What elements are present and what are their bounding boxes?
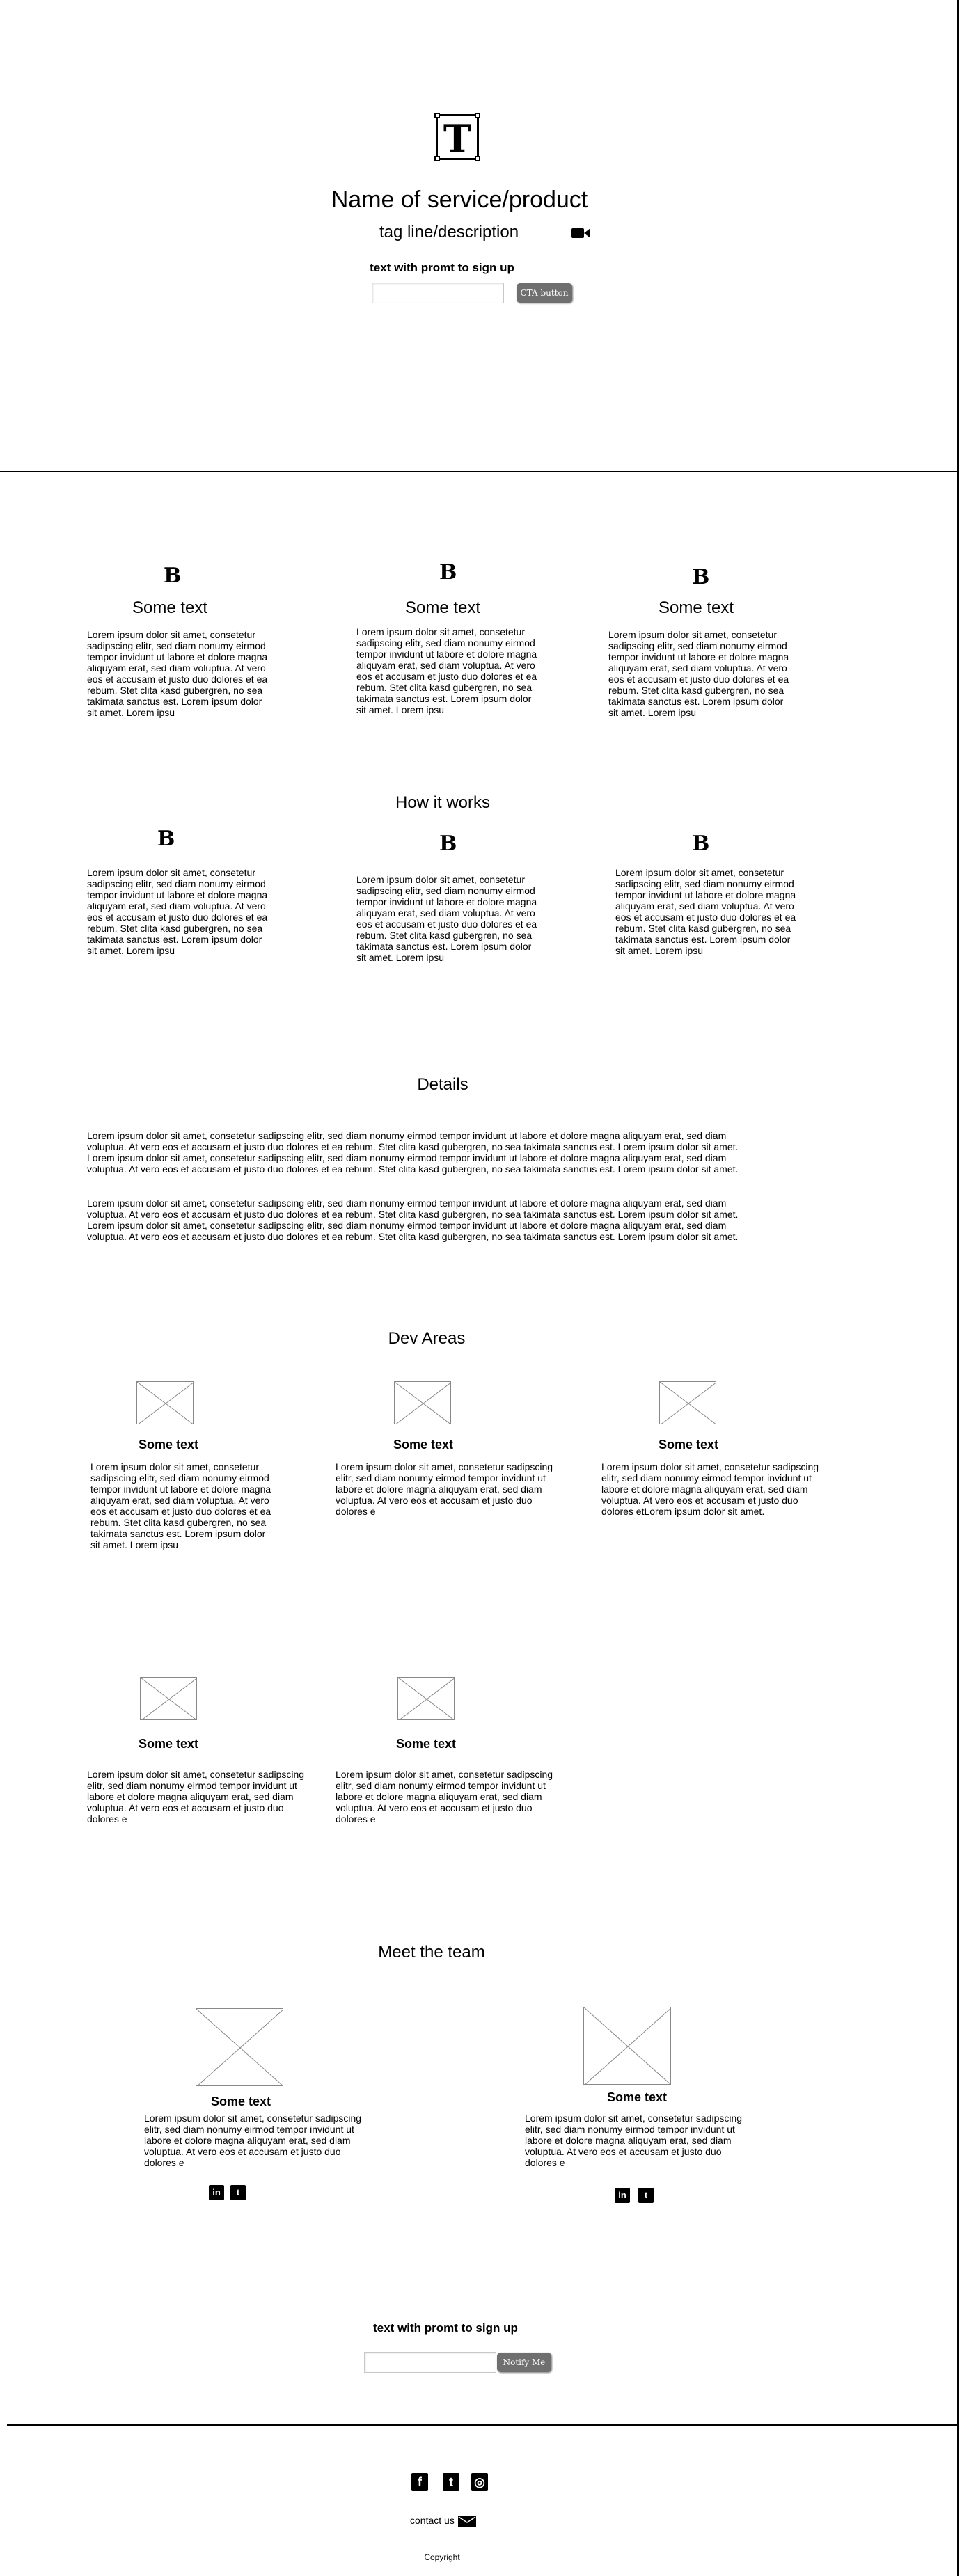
feature-body: Lorem ipsum dolor sit amet, consetetur sadipscing elitr, sed diam nonumy eirmod tempor invidunt ut labore et dolore magna aliquyam erat, sed diam voluptua. At vero eos et accusam et justo duo dolores et ea rebum. Stet clita kasd gubergren, no sea takimata sanctus est. Lorem ipsum dolor sit amet. Lorem ipsu <box>87 629 268 718</box>
contact-us-link[interactable]: contact us <box>410 2515 455 2526</box>
avatar <box>196 2008 283 2086</box>
dev-area-heading: Some text <box>393 1438 454 1452</box>
avatar <box>583 2007 671 2085</box>
linkedin-icon[interactable]: in <box>209 2185 224 2200</box>
logo-letter: T <box>443 116 472 161</box>
dev-area-body: Lorem ipsum dolor sit amet, consetetur sadipscing elitr, sed diam nonumy eirmod tempor invidunt ut labore et dolore magna aliquyam erat, sed diam voluptua. At vero eos et accusam et justo duo dolores et ea rebum. Stet clita kasd gubergren, no sea takimata sanctus est. Lorem ipsum dolor sit amet. Lorem ipsu <box>90 1461 271 1550</box>
step-body: Lorem ipsum dolor sit amet, consetetur sadipscing elitr, sed diam nonumy eirmod tempor invidunt ut labore et dolore magna aliquyam erat, sed diam voluptua. At vero eos et accusam et justo duo dolores et ea rebum. Stet clita kasd gubergren, no sea takimata sanctus est. Lorem ipsum dolor sit amet. Lorem ipsu <box>87 867 268 956</box>
twitter-icon[interactable]: t <box>443 2473 459 2491</box>
details-paragraph: Lorem ipsum dolor sit amet, consetetur sadipscing elitr, sed diam nonumy eirmod tempor invidunt ut labore et dolore magna aliquyam erat, sed diam voluptua. At vero eos et accusam et justo duo dolores et ea rebum. Stet clita kasd gubergren, no sea takimata sanctus est. Lorem ipsum dolor sit amet. Lorem ipsum dolor sit amet, consetetur sadipscing elitr, sed diam nonumy eirmod tempor invidunt ut labore et dolore magna aliquyam erat, sed diam voluptua. At vero eos et accusam et justo duo dolores et ea rebum. Stet clita kasd gubergren, no sea takimata sanctus est. Lorem ipsum dolor sit amet. <box>87 1198 739 1242</box>
page-border-right <box>957 0 959 2576</box>
email-field[interactable] <box>364 2352 496 2373</box>
copyright: Copyright <box>424 2552 460 2562</box>
dev-area-heading: Some text <box>658 1438 719 1452</box>
section-heading-how-it-works: How it works <box>395 793 491 812</box>
feature-body: Lorem ipsum dolor sit amet, consetetur sadipscing elitr, sed diam nonumy eirmod tempor invidunt ut labore et dolore magna aliquyam erat, sed diam voluptua. At vero eos et accusam et justo duo dolores et ea rebum. Stet clita kasd gubergren, no sea takimata sanctus est. Lorem ipsum dolor sit amet. Lorem ipsu <box>356 626 537 715</box>
dev-area-heading: Some text <box>138 1438 199 1452</box>
dev-area-body: Lorem ipsum dolor sit amet, consetetur sadipscing elitr, sed diam nonumy eirmod tempor invidunt ut labore et dolore magna aliquyam erat, sed diam voluptua. At vero eos et accusam et justo duo dolores e <box>336 1769 553 1824</box>
logo <box>436 114 479 160</box>
step-body: Lorem ipsum dolor sit amet, consetetur sadipscing elitr, sed diam nonumy eirmod tempor invidunt ut labore et dolore magna aliquyam erat, sed diam voluptua. At vero eos et accusam et justo duo dolores et ea rebum. Stet clita kasd gubergren, no sea takimata sanctus est. Lorem ipsum dolor sit amet. Lorem ipsu <box>356 874 537 963</box>
page-title: Name of service/product <box>331 186 588 213</box>
divider <box>0 471 959 472</box>
video-camera-icon[interactable] <box>571 226 592 240</box>
feature-icon: B <box>439 560 457 585</box>
image-placeholder <box>394 1381 451 1424</box>
tagline: tag line/description <box>379 223 519 241</box>
step-icon: B <box>692 832 710 856</box>
details-paragraph: Lorem ipsum dolor sit amet, consetetur sadipscing elitr, sed diam nonumy eirmod tempor invidunt ut labore et dolore magna aliquyam erat, sed diam voluptua. At vero eos et accusam et justo duo dolores et ea rebum. Stet clita kasd gubergren, no sea takimata sanctus est. Lorem ipsum dolor sit amet. Lorem ipsum dolor sit amet, consetetur sadipscing elitr, sed diam nonumy eirmod tempor invidunt ut labore et dolore magna aliquyam erat, sed diam voluptua. At vero eos et accusam et justo duo dolores et ea rebum. Stet clita kasd gubergren, no sea takimata sanctus est. Lorem ipsum dolor sit amet. <box>87 1130 739 1175</box>
step-body: Lorem ipsum dolor sit amet, consetetur sadipscing elitr, sed diam nonumy eirmod tempor invidunt ut labore et dolore magna aliquyam erat, sed diam voluptua. At vero eos et accusam et justo duo dolores et ea rebum. Stet clita kasd gubergren, no sea takimata sanctus est. Lorem ipsum dolor sit amet. Lorem ipsu <box>615 867 796 956</box>
mail-icon[interactable] <box>458 2516 476 2531</box>
linkedin-icon[interactable]: in <box>615 2188 630 2203</box>
feature-heading: Some text <box>658 598 734 617</box>
divider <box>7 2424 959 2426</box>
image-placeholder <box>136 1381 194 1424</box>
cta-button[interactable]: CTA button <box>517 283 572 303</box>
section-heading-details: Details <box>417 1075 468 1094</box>
twitter-icon[interactable]: t <box>230 2185 246 2200</box>
section-heading-dev-areas: Dev Areas <box>388 1329 466 1348</box>
image-placeholder <box>397 1677 455 1720</box>
feature-icon: B <box>692 565 710 589</box>
team-member-bio: Lorem ipsum dolor sit amet, consetetur sadipscing elitr, sed diam nonumy eirmod tempor invidunt ut labore et dolore magna aliquyam erat, sed diam voluptua. At vero eos et accusam et justo duo dolores e <box>144 2113 362 2168</box>
image-placeholder <box>659 1381 716 1424</box>
signup-prompt: text with promt to sign up <box>370 261 514 274</box>
team-member-name: Some text <box>210 2094 271 2108</box>
team-member-bio: Lorem ipsum dolor sit amet, consetetur sadipscing elitr, sed diam nonumy eirmod tempor invidunt ut labore et dolore magna aliquyam erat, sed diam voluptua. At vero eos et accusam et justo duo dolores e <box>525 2113 743 2168</box>
feature-heading: Some text <box>132 598 208 617</box>
instagram-icon[interactable]: ◎ <box>471 2473 488 2491</box>
notify-me-button[interactable]: Notify Me <box>497 2353 551 2372</box>
facebook-icon[interactable]: f <box>411 2473 428 2491</box>
email-field[interactable] <box>372 283 504 303</box>
section-heading-team: Meet the team <box>378 1943 485 1962</box>
feature-body: Lorem ipsum dolor sit amet, consetetur sadipscing elitr, sed diam nonumy eirmod tempor invidunt ut labore et dolore magna aliquyam erat, sed diam voluptua. At vero eos et accusam et justo duo dolores et ea rebum. Stet clita kasd gubergren, no sea takimata sanctus est. Lorem ipsum dolor sit amet. Lorem ipsu <box>608 629 789 718</box>
twitter-icon[interactable]: t <box>638 2188 654 2203</box>
dev-area-heading: Some text <box>395 1737 457 1751</box>
feature-icon: B <box>164 564 182 588</box>
dev-area-body: Lorem ipsum dolor sit amet, consetetur sadipscing elitr, sed diam nonumy eirmod tempor invidunt ut labore et dolore magna aliquyam erat, sed diam voluptua. At vero eos et accusam et justo duo dolores etLorem ipsum dolor sit amet. <box>601 1461 819 1517</box>
signup-prompt: text with promt to sign up <box>373 2321 518 2335</box>
dev-area-heading: Some text <box>138 1737 199 1751</box>
feature-heading: Some text <box>404 598 481 617</box>
image-placeholder <box>140 1677 197 1720</box>
step-icon: B <box>439 832 457 856</box>
team-member-name: Some text <box>606 2090 668 2104</box>
dev-area-body: Lorem ipsum dolor sit amet, consetetur sadipscing elitr, sed diam nonumy eirmod tempor invidunt ut labore et dolore magna aliquyam erat, sed diam voluptua. At vero eos et accusam et justo duo dolores e <box>87 1769 305 1824</box>
step-icon: B <box>157 827 175 851</box>
dev-area-body: Lorem ipsum dolor sit amet, consetetur sadipscing elitr, sed diam nonumy eirmod tempor invidunt ut labore et dolore magna aliquyam erat, sed diam voluptua. At vero eos et accusam et justo duo dolores e <box>336 1461 553 1517</box>
